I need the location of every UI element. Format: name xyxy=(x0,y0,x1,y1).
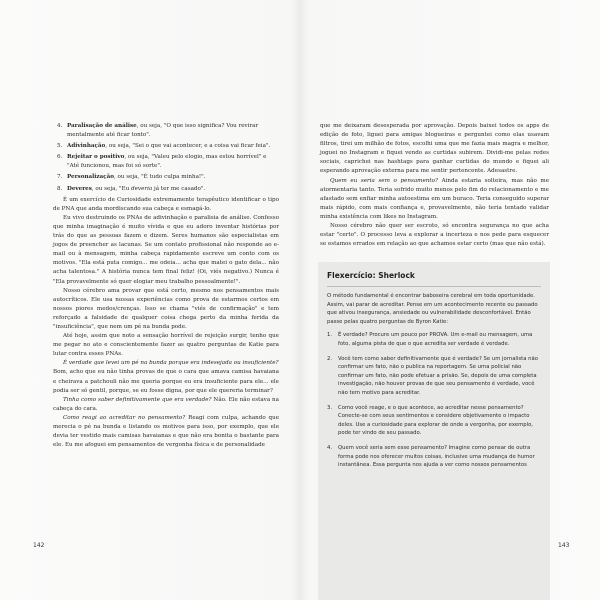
box-intro: O método fundamental é encontrar baboseira cerebral em toda oportunidade. Assim, vai parar de acreditar. Pense em um acontecimento recente ou passado que ativou insegurança, ansiedade ou vulnerabilidade desconfortável. Então passe pelas quatro perguntas de Byron Katie: xyxy=(327,293,538,325)
paragraph: Bom, acho que eu não tinha provas de que o cara que amava camisa havaiana e cheirava a patchouli não me queria porque eu era insuficiente para ele... ele podia ser só gentil, porque, se eu fosse digna, por que ele quereria terminar? xyxy=(53,369,279,394)
page-number-right: 143 xyxy=(558,542,570,549)
list-item: 5. Adivinhação, ou seja, "Sei o que vai acontecer, e a coisa vai ficar feia". xyxy=(57,143,271,150)
exercise-box xyxy=(318,262,550,600)
question-paragraph: É verdade que levei um pé na bunda porque era indesejada ou insuficiente? xyxy=(63,360,279,367)
question-list xyxy=(327,331,541,469)
paragraph: Como reagi ao acreditar no pensamento? Reagi com culpa, achando que merecia o pé na bunda e listando os motivos para isso, por exemplo, que ele devia ter vestido mais camisas havaianas e que não era bonita o bastante para ele. Eu me afoguei em pensamentos de vergonha física e de personalidade xyxy=(53,414,280,449)
list-item: 4. Paralisação de análise, ou seja, "O que isso significa? Vou revirar mentalmente até ficar tonto". xyxy=(57,123,259,139)
paragraph: Tinha como saber definitivamente que era verdade? Não. Ele não estava na cabeça do cara. xyxy=(53,396,279,412)
paragraph: Eu vivo destruindo os PNAs de adivinhação e paralisia de análise. Confesso que minha imaginação é muito vívida e que eu adoro inventar histórias por trás do que as pessoas fazem e dizem. Seres humanos são especialistas em jogos de preencher as lacunas. Se um contato profissional não responde ao e-mail ou à mensagem, minha cabeça rapidamente escreve um conto com os motivos. "Ela está puta comigo... me odeia... acha que matei o gato dela... não acha talentosa." A história nunca tem final feliz! (Oi, viés negativo.) Nunca é "Ela provavelmente só quer elogiar meu trabalho pessoalmente!". xyxy=(53,214,279,285)
paragraph: que me deixaram desesperada por aprovação. Depois baixei todos os apps de edição de foto, liguei para amigas blogueiras e perguntei como elas usavam filtros, tirei um milhão de fotos, escolhi uma que me fazia mais magra e melhor, joguei no Instagram e fiquei vendo as curtidas subirem. Dividi-me pelas redes sociais, caprichei nas hashtags para ganhar curtidas do mundo e fiquei ali esperando aprovação externa para me sentir pertencente. Adesastre. xyxy=(320,123,549,175)
pna-list-continued xyxy=(53,122,279,194)
list-item: 7. Personalização, ou seja, "É tudo culpa minha!". xyxy=(57,174,206,181)
box-title: Flexercício: Sherlock xyxy=(327,271,415,280)
box-body xyxy=(327,292,541,476)
right-body-text xyxy=(320,122,549,249)
paragraph: Nosso cérebro ama provar que está certo, mesmo nos pensamentos mais autocríticos. Ele usa nossas experiências como prova de estarmos certos em nossos piores medos/crenças. Isso se chama "viés de confirmação" e tem reforçado a falsidade de qualquer coisa chega perto da minha ferida da "insuficiência", que nem um pé na bunda pode. xyxy=(53,287,279,330)
list-item: 4. Quem você seria sem esse pensamento? Imagine como pensar de outra forma pode nos oferecer muitos coisas, inclusive uma mudança de humor instantânea. Essa pergunta nos ajuda a ver como nossos pensamentos xyxy=(327,444,535,469)
list-item: 3. Como você reage, e o que acontece, ao acreditar nesse pensamento? Conecte-se com seus sentimentos e considere objetivamente o impacto deles. Use a curiosidade para explorar de onde a vergonha, por exemplo, pode ter vindo de seu passado. xyxy=(327,404,533,437)
paragraph: Nosso cérebro não quer ser escroto, só encontra segurança no que acha estar "certo". O processo leva a explorar a incerteza e nos pede para esquecer se estamos errados em relação ao que achamos estar certo (mas que não está). xyxy=(320,223,549,248)
page-number-left: 142 xyxy=(33,542,45,549)
divider xyxy=(327,286,541,287)
left-body-text xyxy=(53,122,279,450)
paragraph: É um exercício de Curiosidade extremamente terapêutico identificar o tipo de PNA que anda mordiscando sua cabeça e esmagá-lo. xyxy=(53,196,279,212)
paragraph: Até hoje, assim que noto a sensação horrível de rejeição surgir, tenho que me pegar no ato e conscientemente fazer as quatro perguntas de Katie para lutar contra esses PNAs. xyxy=(53,333,279,358)
paragraph: Quem eu seria sem o pensamento? Ainda estaria solteira, mas não me atormentaria tanto. Teria sofrido muito menos pelo fim do relacionamento e me afastado sem enfiar minha autoestima em um buraco. Teria conseguido superar mais rápido, com mais confiança e, provavelmente, não teria tentado validar minha existência com likes no Instagram. xyxy=(320,177,550,220)
list-item: 8. Deveres, ou seja, "Eu deveria já ter me casado". xyxy=(57,185,206,192)
list-item: 1. É verdade? Procure um pouco por PROVA. Um e-mail ou mensagem, uma foto, alguma pista de que o que acredita ser verdade é verdade. xyxy=(327,332,533,347)
list-item: 2. Você tem como saber definitivamente que é verdade? Se um jornalista não confirmar um fato, não o publica na reportagem. Se uma policial não confirmar um fato, não pode efetuar a prisão. Se, depois de uma completa investigação, não houver provas de que seu pensamento é verdade, você não tem motivo para acreditar. xyxy=(327,355,538,396)
list-item: 6. Rejeitar o positivo, ou seja, "Valeu pelo elogio, mas estou horrível" e "Até funcionou, mas foi só sorte". xyxy=(57,154,267,170)
